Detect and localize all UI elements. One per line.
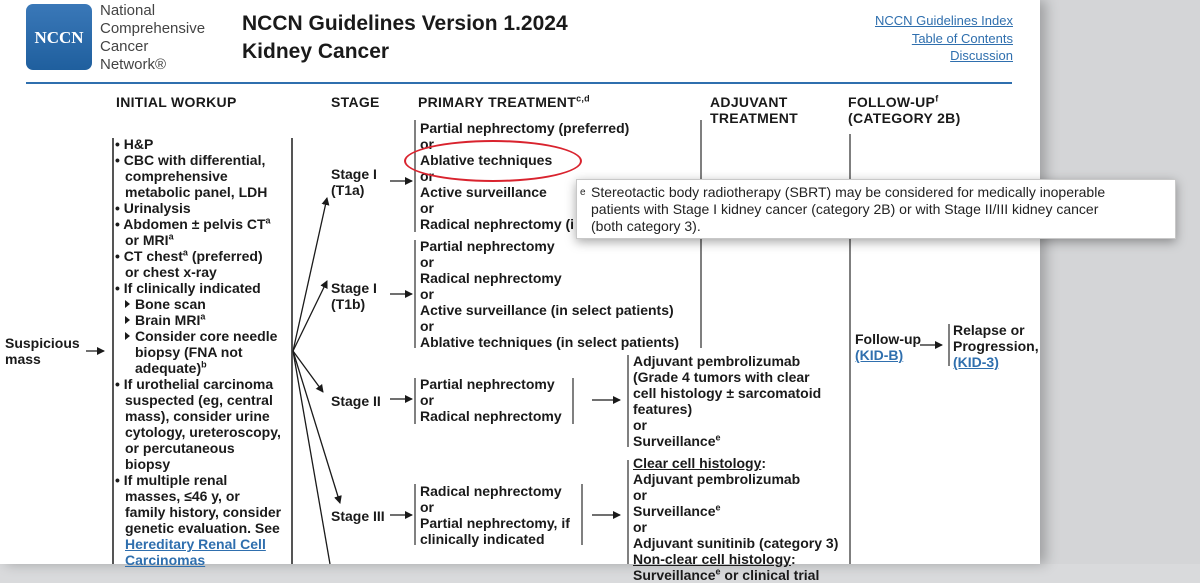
or-separator: or — [420, 499, 434, 515]
org-line: Comprehensive — [100, 20, 206, 37]
list-item-cont: or MRI$^a$ — [125, 231, 174, 248]
title-disease: Kidney Cancer — [242, 40, 390, 63]
stage-line: (T1a) — [331, 182, 365, 198]
list-item-cont: comprehensive — [125, 168, 228, 184]
col-adjuvant-line: TREATMENT — [710, 110, 798, 126]
kid-3-link[interactable]: (KID-3) — [953, 354, 999, 370]
adjuvant-option: Surveillance$^e$ — [633, 432, 721, 449]
treatment-option: Partial nephrectomy — [420, 376, 555, 392]
arrow-to-stage1a — [293, 198, 327, 351]
list-item: • H&P — [115, 136, 154, 152]
list-item: • Abdomen ± pelvis $CT^a$ — [115, 215, 271, 232]
list-item: • CT chest$^a$ (preferred) — [115, 247, 263, 264]
treatment-option: Radical nephrectomy (i — [420, 216, 575, 232]
kid-b-link[interactable]: (KID-B) — [855, 347, 904, 363]
adjuvant-option: Surveillance$^e$ — [633, 502, 721, 519]
list-item-cont: metabolic panel, LDH — [125, 184, 268, 200]
footnote-tooltip — [576, 179, 1176, 239]
arrow-to-stage2 — [293, 351, 323, 392]
entry-line: mass — [5, 351, 41, 367]
arrow-to-stage4 — [293, 351, 330, 564]
or-separator: or — [633, 519, 647, 535]
list-item: • If clinically indicated — [115, 280, 261, 296]
adjuvant-option: Surveillance$^e$ or clinical trial — [633, 566, 820, 583]
footnote-ref[interactable]: c,d — [576, 93, 590, 104]
adjuvant-option: cell histology ± sarcomatoid — [633, 385, 822, 401]
treatment-option: Radical nephrectomy — [420, 408, 562, 424]
followup-block — [855, 331, 921, 363]
sub-item: Consider core needle — [115, 328, 281, 344]
treatment-option: clinically indicated — [420, 531, 545, 547]
list-item: • CBC with differential, — [115, 152, 266, 168]
list-item: • Urinalysis — [115, 200, 191, 216]
treatment-stage3 — [420, 483, 570, 547]
adjuvant-stage3 — [633, 455, 838, 583]
footnote-ref[interactable]: f — [935, 93, 939, 104]
stage-line: Stage I — [331, 166, 377, 182]
ablative-highlight-circle — [404, 140, 582, 182]
treatment-option: Ablative techniques — [420, 152, 553, 168]
treatment-t1b — [420, 238, 679, 350]
treatment-option: Radical nephrectomy — [420, 270, 562, 286]
list-item-cont: family history, consider — [125, 504, 282, 520]
adjuvant-stage2 — [633, 353, 821, 449]
sub-item-cont: biopsy (FNA not — [135, 344, 243, 360]
or-separator: or — [420, 168, 434, 184]
list-item-cont: or chest x-ray — [125, 264, 217, 280]
relapse-label: Progression, — [953, 338, 1039, 354]
stage-3-label: Stage III — [331, 508, 385, 524]
stage-line: Stage I — [331, 280, 377, 296]
or-separator: or — [633, 487, 647, 503]
or-separator: or — [420, 392, 434, 408]
col-primary-label: PRIMARY TREATMENT — [418, 94, 577, 110]
list-item: • If multiple renal — [115, 472, 228, 488]
treatment-stage2 — [420, 376, 562, 424]
col-adjuvant-line: ADJUVANT — [710, 94, 788, 110]
org-line: Network® — [100, 56, 167, 73]
list-item-cont: biopsy — [125, 456, 171, 472]
list-item-cont: masses, ≤46 y, or — [125, 488, 240, 504]
or-separator: or — [633, 417, 647, 433]
histology-heading: Non-clear cell histology: — [633, 551, 796, 567]
org-line: Cancer — [100, 38, 149, 55]
tooltip-text: patients with Stage I kidney cancer (category 2B) or with Stage II/III kidney cancer — [591, 201, 1099, 217]
or-separator: or — [420, 136, 434, 152]
treatment-option: Active surveillance — [420, 184, 547, 200]
list-item-cont: suspected (eg, central — [125, 392, 273, 408]
treatment-option: Partial nephrectomy (preferred) — [420, 120, 630, 136]
col-followup-line: FOLLOW-UP — [848, 94, 936, 110]
stage-2-label: Stage II — [331, 393, 381, 409]
list-item-cont: mass), consider urine — [125, 408, 270, 424]
sub-item: Brain MRI$^a$ — [115, 312, 281, 328]
list-item: • If urothelial carcinoma — [115, 376, 274, 392]
or-separator: or — [420, 200, 434, 216]
logo-text: NCCN — [34, 28, 84, 47]
tooltip-text: (both category 3). — [591, 218, 701, 234]
arrow-to-stage1b — [293, 281, 327, 351]
entry-line: Suspicious — [5, 335, 80, 351]
treatment-option: Radical nephrectomy — [420, 483, 562, 499]
guidelines-index-link[interactable]: NCCN Guidelines Index — [874, 13, 1013, 28]
or-separator: or — [420, 318, 434, 334]
adjuvant-option: Adjuvant pembrolizumab — [633, 471, 801, 487]
arrow-to-stage3 — [293, 351, 340, 503]
stage-1b-label — [331, 280, 377, 312]
treatment-option: Partial nephrectomy — [420, 238, 555, 254]
col-followup-line: (CATEGORY 2B) — [848, 110, 961, 126]
adjuvant-option: Adjuvant sunitinib (category 3) — [633, 535, 839, 551]
list-item-cont: cytology, ureteroscopy, — [125, 424, 281, 440]
or-separator: or — [420, 254, 434, 270]
relapse-label: Relapse or — [953, 322, 1025, 338]
histology-heading: Clear cell histology: — [633, 455, 767, 471]
stage-1a-label — [331, 166, 377, 198]
followup-label: Follow-up — [855, 331, 922, 347]
list-item-cont: genetic evaluation. See — [125, 520, 280, 536]
title-version: NCCN Guidelines Version 1.2024 — [242, 12, 568, 35]
hereditary-rcc-link[interactable]: Hereditary Renal Cell — [125, 536, 266, 552]
col-initial-workup: INITIAL WORKUP — [116, 94, 237, 110]
adjuvant-option: (Grade 4 tumors with clear — [633, 369, 810, 385]
col-stage: STAGE — [331, 94, 380, 110]
table-of-contents-link[interactable]: Table of Contents — [911, 30, 1013, 46]
relapse-block — [953, 322, 1039, 370]
org-line: National — [100, 2, 156, 19]
list-item-cont: or percutaneous — [125, 440, 235, 456]
or-separator: or — [420, 286, 434, 302]
tooltip-footnote-letter: e — [580, 187, 586, 198]
hereditary-rcc-link[interactable]: Carcinomas — [125, 552, 206, 568]
adjuvant-option: Adjuvant pembrolizumab — [633, 353, 801, 369]
treatment-option: Ablative techniques (in select patients) — [420, 334, 680, 350]
treatment-option: Partial nephrectomy, if — [420, 515, 570, 531]
adjuvant-option: features) — [633, 401, 693, 417]
tooltip-text: Stereotactic body radiotherapy (SBRT) may be considered for medically inoperable — [591, 184, 1106, 200]
sub-item-cont: adequate)$^b$ — [135, 359, 207, 376]
treatment-option: Active surveillance (in select patients) — [420, 302, 674, 318]
stage-line: (T1b) — [331, 296, 366, 312]
sub-item: Bone scan — [115, 296, 281, 312]
discussion-link[interactable]: Discussion — [950, 48, 1013, 63]
